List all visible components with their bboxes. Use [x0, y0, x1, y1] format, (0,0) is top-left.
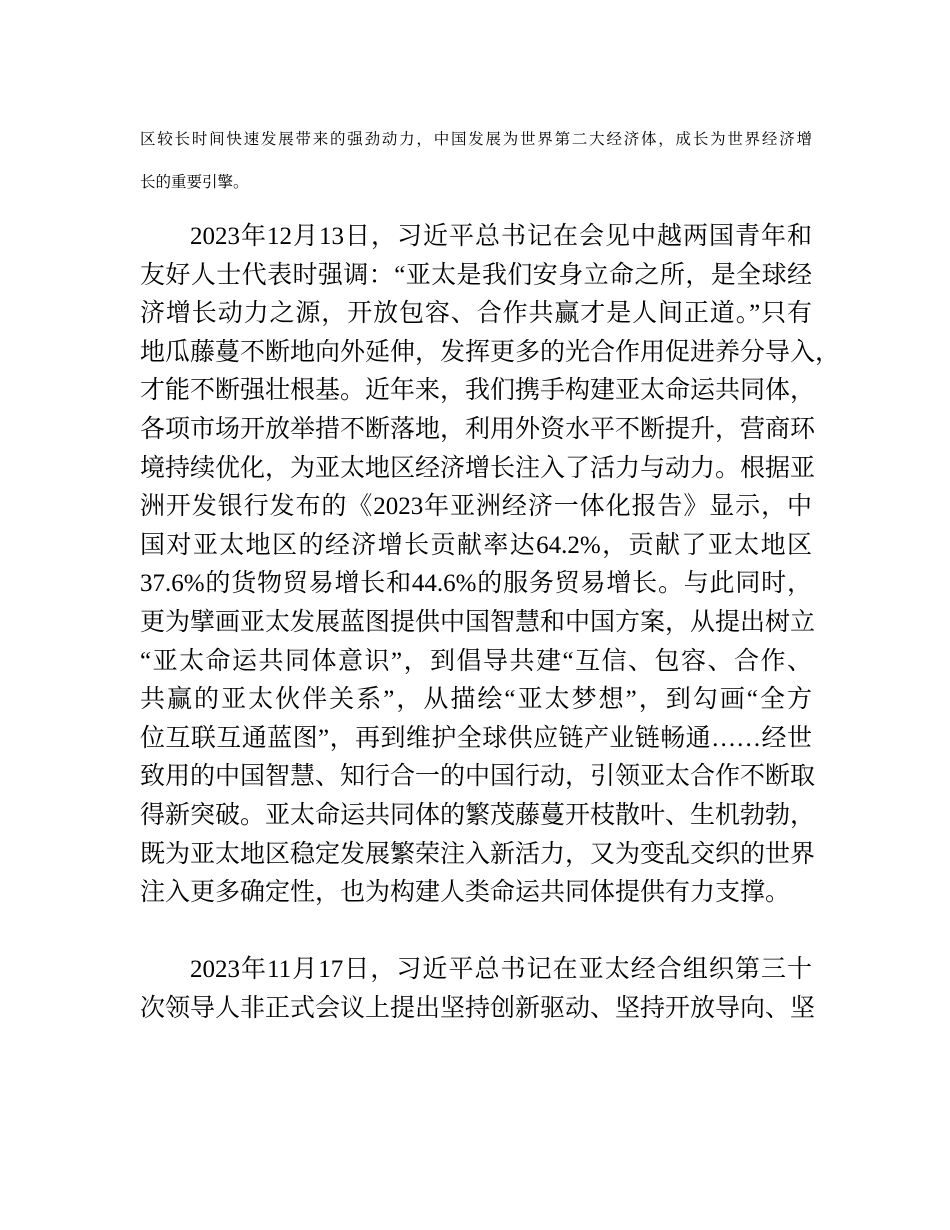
paragraph-line: 境持续优化，为亚太地区经济增长注入了活力与动力。根据亚 [140, 454, 816, 482]
paragraph-line: 注入更多确定性，也为构建人类命运共同体提供有力支撑。 [140, 879, 791, 907]
paragraph-line: 2023年12月13日，习近平总书记在会见中越两国青年和 [190, 223, 812, 250]
paragraph-line: 共赢的亚太伙伴关系”，从描绘“亚太梦想”，到勾画“全方 [140, 686, 812, 714]
paragraph-line: 友好人士代表时强调：“亚太是我们安身立命之所，是全球经 [140, 261, 812, 289]
paragraph-line: 更为擘画亚太发展蓝图提供中国智慧和中国方案，从提出树立 [140, 609, 816, 636]
paragraph-line: 既为亚太地区稳定发展繁荣注入新活力，又为变乱交织的世界 [140, 840, 816, 868]
paragraph-line: “亚太命运共同体意识”，到倡导共建“互信、包容、合作、 [140, 647, 812, 675]
paragraph-line: 国对亚太地区的经济增长贡献率达64.2%，贡献了亚太地区 [140, 531, 812, 559]
paragraph-line: 致用的中国智慧、知行合一的中国行动，引领亚太合作不断取 [140, 763, 816, 791]
intro-line: 区较长时间快速发展带来的强劲动力，中国发展为世界第二大经济体，成长为世界经济增 [140, 131, 812, 148]
intro-line: 长的重要引擎。 [140, 174, 249, 191]
paragraph-line: 得新突破。亚太命运共同体的繁茂藤蔓开枝散叶、生机勃勃， [140, 802, 816, 829]
paragraph-line: 地瓜藤蔓不断地向外延伸，发挥更多的光合作用促进养分导入， [140, 338, 841, 366]
paragraph-line: 位互联互通蓝图”，再到维护全球供应链产业链畅通……经世 [140, 724, 812, 752]
paragraph-line: 2023年11月17日，习近平总书记在亚太经合组织第三十 [190, 956, 812, 983]
paragraph-line: 才能不断强壮根基。近年来，我们携手构建亚太命运共同体， [140, 377, 816, 405]
paragraph-line: 次领导人非正式会议上提出坚持创新驱动、坚持开放导向、坚 [140, 994, 816, 1022]
paragraph-line: 37.6%的货物贸易增长和44.6%的服务贸易增长。与此同时， [140, 570, 812, 598]
paragraph-line: 洲开发银行发布的《2023年亚洲经济一体化报告》显示，中 [140, 493, 812, 521]
paragraph-line: 济增长动力之源，开放包容、合作共赢才是人间正道。”只有 [140, 300, 812, 328]
paragraph-line: 各项市场开放举措不断落地，利用外资水平不断提升，营商环 [140, 416, 816, 443]
